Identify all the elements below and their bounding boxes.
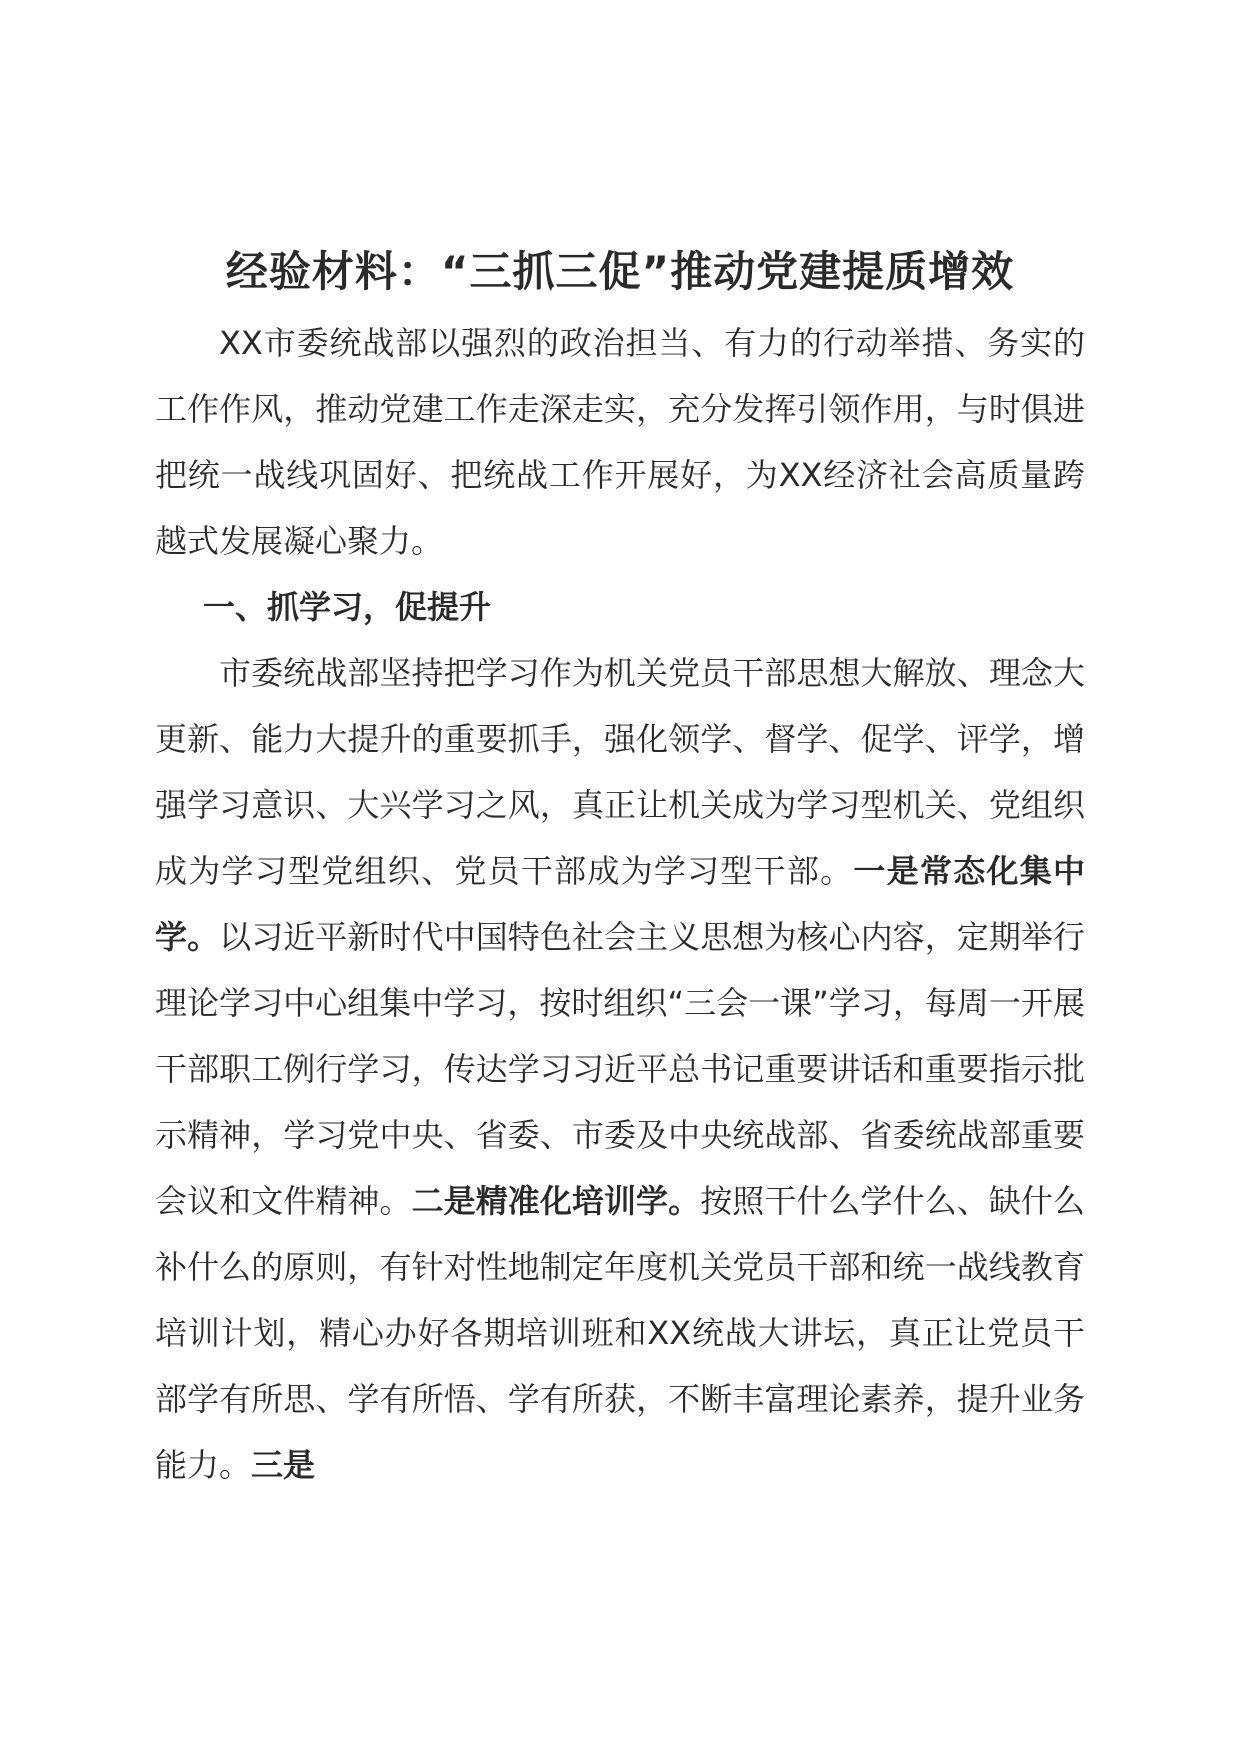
section-paragraph <box>155 640 1085 1498</box>
intro-paragraph: XX市委统战部以强烈的政治担当、有力的行动举措、务实的工作作风，推动党建工作走深走实，充分发挥引领作用，与时俱进把统一战线巩固好、把统战工作开展好，为XX经济社会高质量跨越式发展凝心聚力。 <box>155 324 1085 560</box>
item-label-3: 三是 <box>251 1446 316 1484</box>
item-label-1: 一是常态化集中学。 <box>155 852 1085 956</box>
item-label-2: 二是精准化培训学。 <box>411 1182 701 1220</box>
document-title: 经验材料：“三抓三促”推动党建提质增效 <box>225 247 1015 296</box>
section-lead-text: 市委统战部坚持把学习作为机关党员干部思想大解放、理念大更新、能力大提升的重要抓手，强化领学、督学、促学、评学，增强学习意识、大兴学习之风，真正让机关成为学习型机关、党组织成为学习型党组织、党员干部成为学习型干部。 <box>155 654 1085 890</box>
item-text-2: 按照干什么学什么、缺什么补什么的原则，有针对性地制定年度机关党员干部和统一战线教育培训计划，精心办好各期培训班和XX统战大讲坛，真正让党员干部学有所思、学有所悟、学有所获，不断丰富理论素养，提升业务能力。 <box>155 1182 1085 1484</box>
item-text-1: 以习近平新时代中国特色社会主义思想为核心内容，定期举行理论学习中心组集中学习，按时组织“三会一课”学习，每周一开展干部职工例行学习，传达学习习近平总书记重要讲话和重要指示批示精神，学习党中央、省委、市委及中央统战部、省委统战部重要会议和文件精神。 <box>155 918 1085 1220</box>
section-heading: 一、抓学习，促提升 <box>203 588 492 626</box>
document-body <box>155 236 1085 1498</box>
